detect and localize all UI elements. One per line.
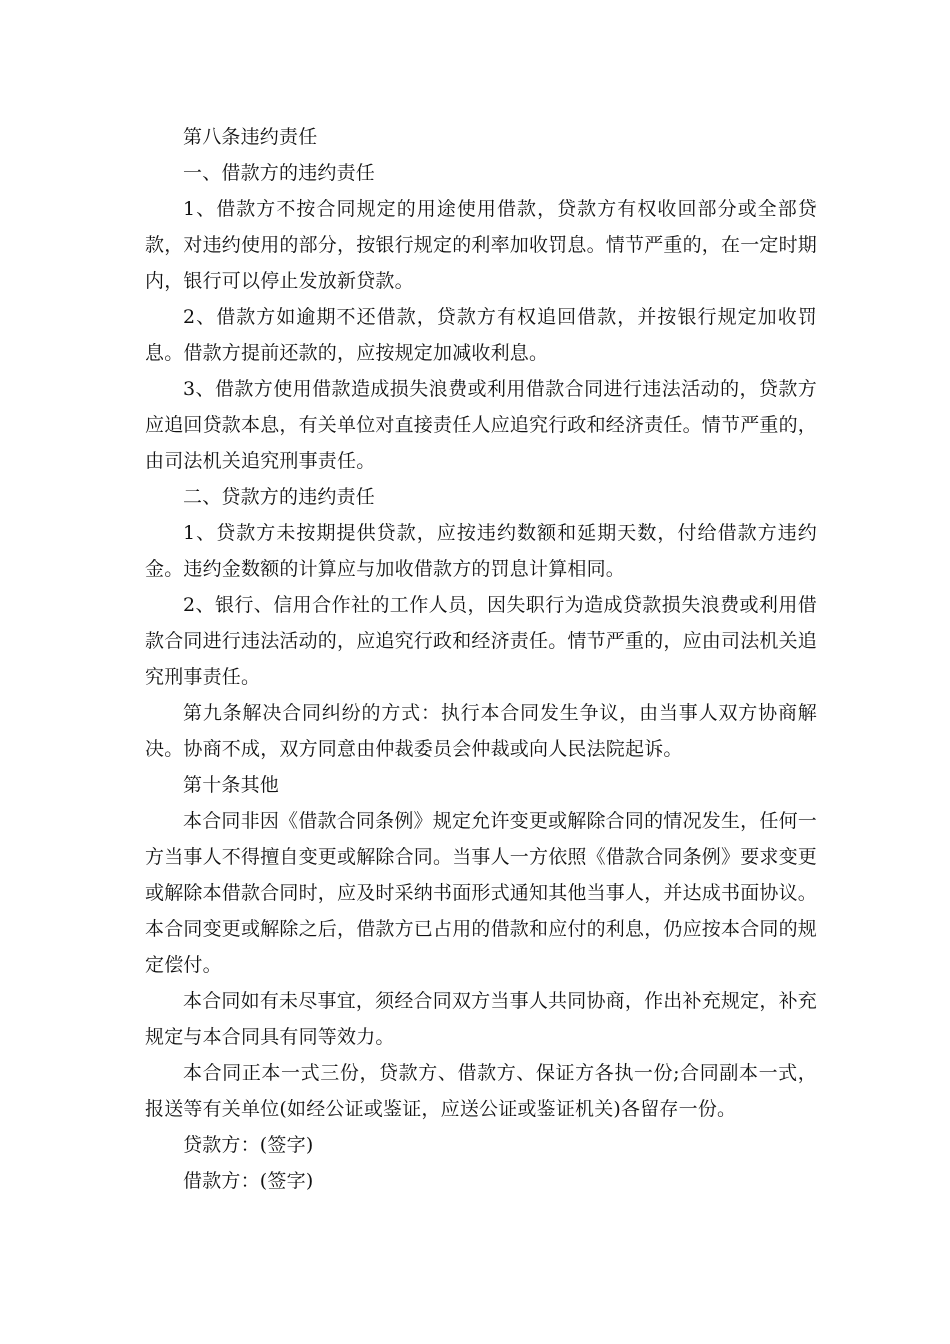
borrower-clause-1: 1、借款方不按合同规定的用途使用借款，贷款方有权收回部分或全部贷款，对违约使用的部分，按银行规定的利率加收罚息。情节严重的，在一定时期内，银行可以停止发放新贷款。 [145, 198, 818, 292]
modification-clause: 本合同非因《借款合同条例》规定允许变更或解除合同的情况发生，任何一方当事人不得擅自变更或解除合同。当事人一方依照《借款合同条例》要求变更或解除本借款合同时，应及时采纳书面形式通知其他当事人，并达成书面协议。本合同变更或解除之后，借款方已占用的借款和应付的利息，仍应按本合同的规定偿付。 [145, 810, 818, 976]
borrower-signature-line: 借款方：(签字) [183, 1170, 314, 1192]
lender-clause-2: 2、银行、信用合作社的工作人员，因失职行为造成贷款损失浪费或利用借款合同进行违法活动的，应追究行政和经济责任。情节严重的，应由司法机关追究刑事责任。 [145, 594, 818, 688]
article-9-dispute: 第九条解决合同纠纷的方式：执行本合同发生争议，由当事人双方协商解决。协商不成，双方同意由仲裁委员会仲裁或向人民法院起诉。 [145, 702, 817, 760]
lender-clause-1: 1、贷款方未按期提供贷款，应按违约数额和延期天数，付给借款方违约金。违约金数额的计算应与加收借款方的罚息计算相同。 [145, 522, 817, 580]
borrower-clause-2: 2、借款方如逾期不还借款，贷款方有权追回借款，并按银行规定加收罚息。借款方提前还款的，应按规定加减收利息。 [145, 306, 817, 364]
lender-liability-heading: 二、贷款方的违约责任 [183, 486, 376, 508]
supplement-clause: 本合同如有未尽事宜，须经合同双方当事人共同协商，作出补充规定，补充规定与本合同具有同等效力。 [145, 990, 817, 1048]
article-10-heading: 第十条其他 [183, 774, 280, 796]
borrower-clause-3: 3、借款方使用借款造成损失浪费或利用借款合同进行违法活动的，贷款方应追回贷款本息，有关单位对直接责任人应追究行政和经济责任。情节严重的，由司法机关追究刑事责任。 [145, 378, 818, 472]
copies-clause: 本合同正本一式三份，贷款方、借款方、保证方各执一份;合同副本一式，报送等有关单位(如经公证或鉴证，应送公证或鉴证机关)各留存一份。 [145, 1062, 817, 1120]
lender-signature-line: 贷款方：(签字) [183, 1134, 314, 1156]
article-8-heading: 第八条违约责任 [183, 126, 318, 148]
borrower-liability-heading: 一、借款方的违约责任 [183, 162, 376, 184]
document-body [145, 119, 817, 1199]
